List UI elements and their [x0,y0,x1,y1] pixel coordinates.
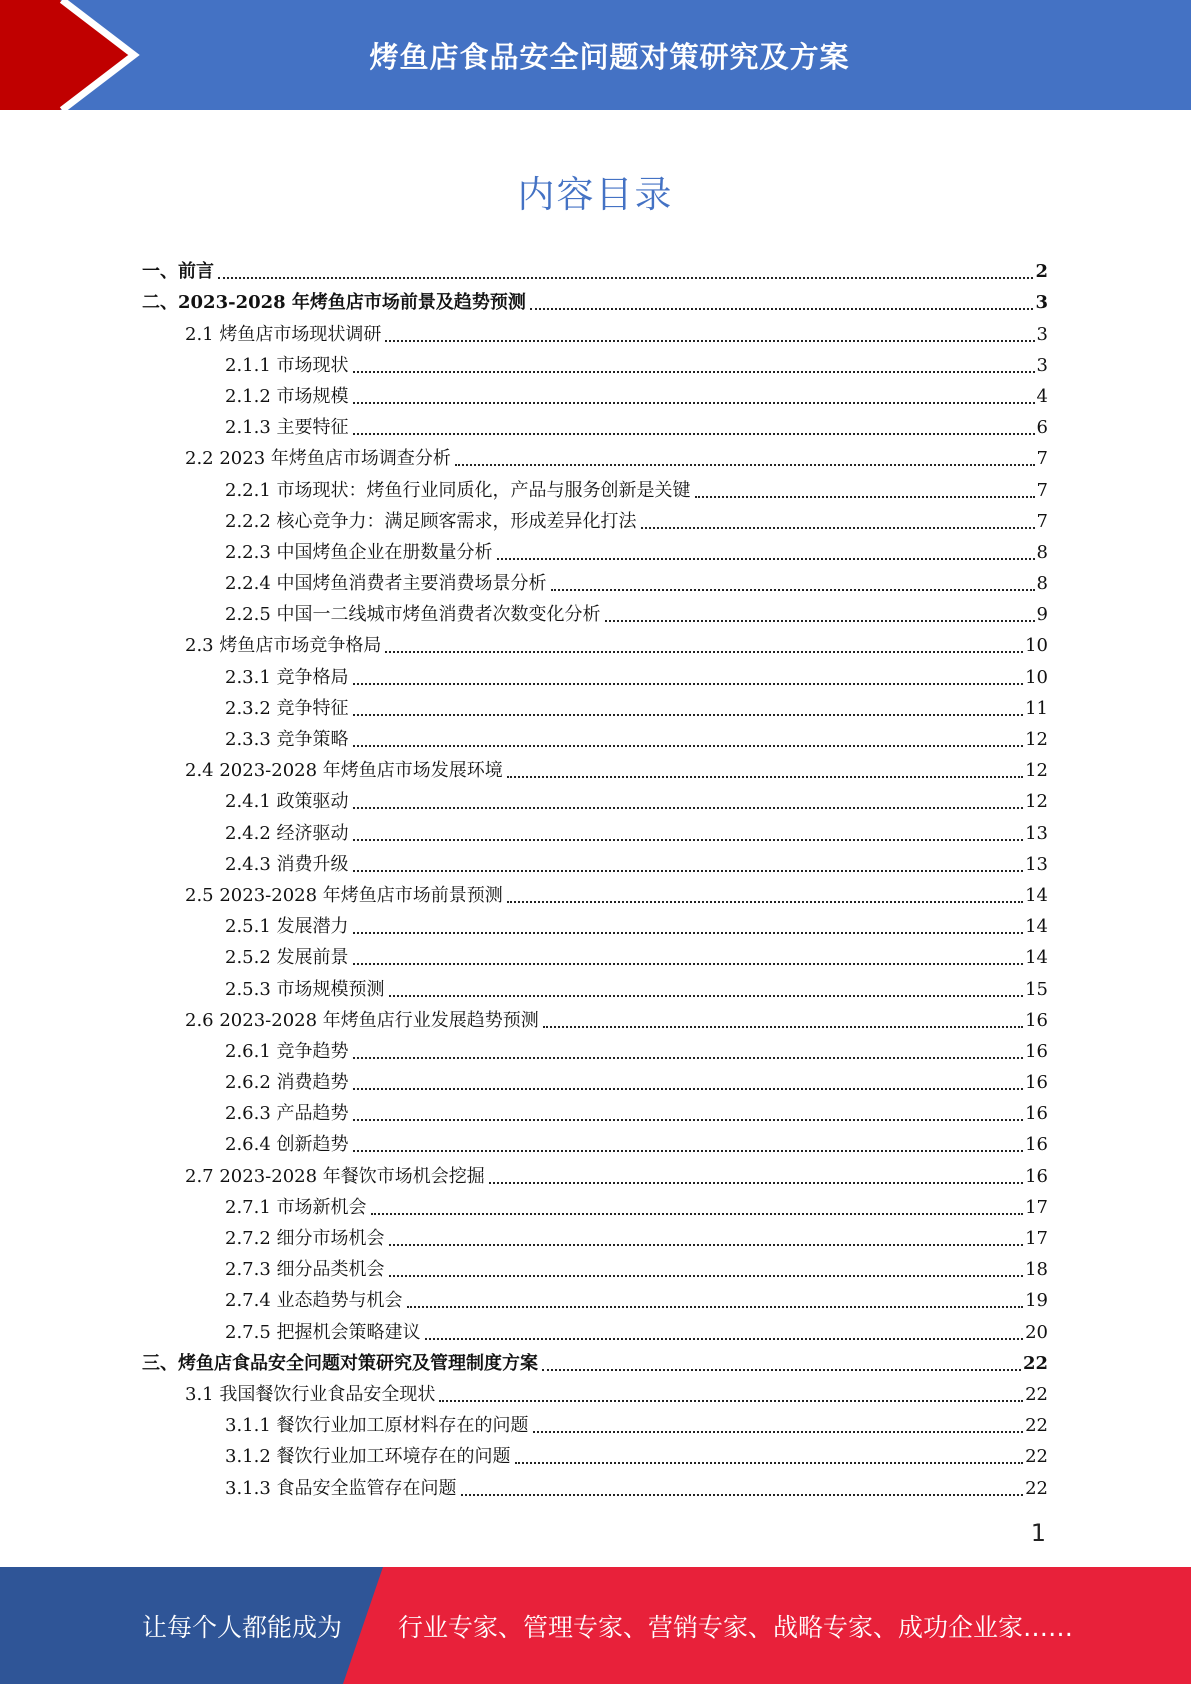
toc-dot-leader [353,714,1024,716]
toc-entry-page: 17 [1025,1228,1048,1249]
toc-entry-label: 2.5.2 发展前景 [225,947,349,969]
toc-entry[interactable] [142,1156,1048,1187]
toc-entry[interactable] [142,1437,1048,1468]
toc-dot-leader [353,402,1035,404]
toc-entry-label: 二、2023-2028 年烤鱼店市场前景及趋势预测 [142,292,526,314]
toc-entry-page: 16 [1025,1072,1048,1094]
toc-entry[interactable] [142,969,1048,1000]
toc-entry-page: 6 [1036,417,1048,439]
toc-entry[interactable] [142,1312,1048,1343]
toc-entry-page: 16 [1025,1165,1048,1187]
page-number: 1 [1030,1519,1046,1547]
toc-entry-page: 12 [1025,760,1048,782]
toc-entry-label: 3.1.2 餐饮行业加工环境存在的问题 [225,1446,511,1468]
toc-entry[interactable] [142,1094,1048,1125]
toc-dot-leader [543,1026,1023,1028]
toc-entry-label: 2.5 2023-2028 年烤鱼店市场前景预测 [185,884,503,906]
document-title: 烤鱼店食品安全问题对策研究及方案 [369,39,850,74]
toc-entry-label: 2.4.1 政策驱动 [225,791,349,813]
toc-entry-label: 2.2 2023 年烤鱼店市场调查分析 [185,448,451,470]
toc-entry-label: 2.6.2 消费趋势 [225,1072,349,1094]
toc-entry-label: 2.2.2 核心竞争力：满足顾客需求，形成差异化打法 [225,510,637,532]
toc-entry-page: 22 [1022,1352,1048,1374]
toc-entry-page: 12 [1025,729,1048,750]
toc-entry[interactable] [142,595,1048,626]
toc-entry-label: 2.6.3 产品趋势 [225,1103,349,1125]
toc-entry[interactable] [142,283,1048,314]
toc-entry-page: 22 [1025,1415,1048,1437]
toc-entry-page: 16 [1025,1009,1048,1031]
toc-dot-leader [542,1369,1021,1371]
toc-dot-leader [439,1400,1023,1402]
toc-entry-page: 7 [1036,479,1048,501]
toc-entry[interactable] [142,1468,1048,1499]
toc-entry-label: 2.5.3 市场规模预测 [225,978,385,1000]
toc-entry-page: 14 [1025,916,1048,938]
toc-entry[interactable] [142,533,1048,564]
toc-entry-page: 19 [1025,1290,1048,1312]
toc-dot-leader [407,1306,1024,1308]
toc-entry-page: 9 [1036,604,1048,626]
toc-entry-page: 8 [1036,541,1048,563]
toc-entry[interactable] [142,1250,1048,1281]
toc-entry[interactable] [142,1281,1048,1312]
toc-entry-page: 13 [1025,822,1048,844]
toc-entry[interactable] [142,470,1048,501]
toc-dot-leader [389,1275,1024,1277]
toc-entry-label: 2.7.1 市场新机会 [225,1196,367,1218]
toc-entry-label: 2.3.2 竞争特征 [225,697,349,719]
toc-entry[interactable] [142,782,1048,813]
toc-dot-leader [353,963,1024,965]
toc-entry-page: 2 [1035,261,1048,283]
toc-entry-page: 7 [1036,448,1048,470]
toc-dot-leader [353,1150,1024,1152]
toc-entry-label: 2.7.3 细分品类机会 [225,1259,385,1281]
toc-entry-page: 16 [1025,1134,1048,1156]
toc-dot-leader [353,433,1035,435]
toc-dot-leader [385,651,1023,653]
toc-dot-leader [353,1119,1024,1121]
table-of-contents [142,252,1048,1500]
toc-dot-leader [551,589,1035,591]
toc-entry[interactable] [142,314,1048,345]
toc-entry-label: 2.6.1 竞争趋势 [225,1040,349,1062]
toc-dot-leader [515,1462,1024,1464]
toc-entry-label: 2.6 2023-2028 年烤鱼店行业发展趋势预测 [185,1009,539,1031]
toc-dot-leader [389,1244,1024,1246]
toc-entry-page: 18 [1025,1259,1048,1281]
toc-entry-label: 2.3.1 竞争格局 [225,666,349,688]
toc-entry[interactable] [142,1125,1048,1156]
toc-entry[interactable] [142,938,1048,969]
toc-entry[interactable] [142,657,1048,688]
footer-slogan-right: 行业专家、管理专家、营销专家、战略专家、成功企业家…… [398,1612,1074,1642]
toc-dot-leader [530,308,1034,310]
toc-entry[interactable] [142,252,1048,283]
toc-entry-page: 16 [1025,1040,1048,1062]
toc-entry-page: 4 [1036,385,1048,407]
toc-entry-label: 2.1.2 市场规模 [225,385,349,407]
toc-entry-page: 22 [1025,1477,1048,1499]
toc-entry-label: 2.1.3 主要特征 [225,417,349,439]
toc-dot-leader [353,839,1024,841]
toc-entry-label: 2.7 2023-2028 年餐饮市场机会挖掘 [185,1165,485,1187]
toc-entry[interactable] [142,1219,1048,1250]
toc-entry-page: 11 [1025,697,1048,719]
toc-entry-label: 2.3 烤鱼店市场竞争格局 [185,635,382,657]
toc-entry[interactable] [142,876,1048,907]
toc-entry-label: 3.1 我国餐饮行业食品安全现状 [185,1383,436,1405]
toc-entry[interactable] [142,564,1048,595]
toc-entry-label: 2.7.5 把握机会策略建议 [225,1321,421,1343]
toc-entry[interactable] [142,1188,1048,1219]
toc-dot-leader [455,464,1035,466]
toc-entry[interactable] [142,689,1048,720]
toc-entry-label: 2.5.1 发展潜力 [225,916,349,938]
toc-entry-label: 2.4 2023-2028 年烤鱼店市场发展环境 [185,760,503,782]
toc-entry-page: 17 [1025,1196,1048,1218]
toc-entry-label: 2.2.4 中国烤鱼消费者主要消费场景分析 [225,573,547,595]
toc-entry-page: 22 [1025,1383,1048,1405]
toc-title: 内容目录 [517,173,674,216]
toc-entry-label: 3.1.1 餐饮行业加工原材料存在的问题 [225,1415,529,1437]
header-banner [0,0,1191,110]
toc-entry-page: 8 [1036,573,1048,595]
toc-entry-label: 2.3.3 竞争策略 [225,729,349,750]
toc-dot-leader [353,932,1024,934]
toc-entry-label: 2.7.4 业态趋势与机会 [225,1290,403,1312]
toc-entry-page: 16 [1025,1103,1048,1125]
toc-dot-leader [507,901,1023,903]
toc-dot-leader [605,620,1035,622]
toc-entry[interactable] [142,813,1048,844]
toc-dot-leader [353,1088,1024,1090]
toc-entry-page: 14 [1025,884,1048,906]
toc-entry-page: 15 [1025,978,1048,1000]
toc-dot-leader [218,277,1033,279]
toc-entry-page: 10 [1025,666,1048,688]
toc-entry-page: 3 [1036,323,1048,345]
toc-entry[interactable] [142,439,1048,470]
toc-dot-leader [385,340,1034,342]
toc-entry[interactable] [142,907,1048,938]
toc-entry[interactable] [142,720,1048,751]
toc-dot-leader [489,1182,1023,1184]
toc-dot-leader [461,1494,1024,1496]
toc-entry[interactable] [142,502,1048,533]
toc-dot-leader [425,1338,1024,1340]
toc-dot-leader [533,1431,1024,1433]
toc-entry[interactable] [142,1344,1048,1375]
toc-entry-label: 3.1.3 食品安全监管存在问题 [225,1477,457,1499]
toc-entry-page: 12 [1025,791,1048,813]
toc-entry[interactable] [142,377,1048,408]
toc-entry-page: 14 [1025,947,1048,969]
toc-entry-label: 2.4.2 经济驱动 [225,822,349,844]
toc-entry[interactable] [142,845,1048,876]
toc-entry[interactable] [142,626,1048,657]
toc-entry-page: 10 [1025,635,1048,657]
toc-entry-label: 三、烤鱼店食品安全问题对策研究及管理制度方案 [142,1352,538,1374]
toc-entry-label: 2.4.3 消费升级 [225,853,349,875]
toc-entry-page: 3 [1036,354,1048,376]
toc-entry-page: 13 [1025,853,1048,875]
toc-entry[interactable] [142,1001,1048,1032]
toc-entry-label: 一、前言 [142,261,214,283]
toc-dot-leader [353,1057,1024,1059]
toc-entry-label: 2.1 烤鱼店市场现状调研 [185,323,382,345]
toc-entry[interactable] [142,1375,1048,1406]
toc-entry-page: 22 [1025,1446,1048,1468]
toc-dot-leader [371,1213,1024,1215]
toc-entry[interactable] [142,1032,1048,1063]
toc-entry-page: 20 [1025,1321,1048,1343]
toc-dot-leader [695,496,1035,498]
toc-dot-leader [389,995,1024,997]
toc-entry[interactable] [142,408,1048,439]
toc-dot-leader [353,683,1024,685]
footer-banner [0,1567,1191,1684]
toc-entry[interactable] [142,1406,1048,1437]
toc-entry-page: 3 [1035,292,1048,314]
toc-entry-page: 7 [1036,510,1048,532]
toc-entry-label: 2.1.1 市场现状 [225,354,349,376]
footer-slogan-left: 让每个人都能成为 [142,1612,343,1642]
toc-dot-leader [353,371,1035,373]
toc-dot-leader [497,558,1035,560]
toc-entry-label: 2.6.4 创新趋势 [225,1134,349,1156]
toc-dot-leader [507,776,1023,778]
toc-entry-label: 2.7.2 细分市场机会 [225,1228,385,1249]
toc-dot-leader [353,745,1024,747]
toc-entry[interactable] [142,346,1048,377]
toc-entry[interactable] [142,1063,1048,1094]
toc-entry-label: 2.2.3 中国烤鱼企业在册数量分析 [225,541,493,563]
toc-dot-leader [353,807,1024,809]
toc-entry[interactable] [142,751,1048,782]
toc-dot-leader [353,870,1024,872]
toc-entry-label: 2.2.5 中国一二线城市烤鱼消费者次数变化分析 [225,604,601,626]
toc-entry-label: 2.2.1 市场现状：烤鱼行业同质化，产品与服务创新是关键 [225,479,691,501]
toc-dot-leader [641,527,1035,529]
